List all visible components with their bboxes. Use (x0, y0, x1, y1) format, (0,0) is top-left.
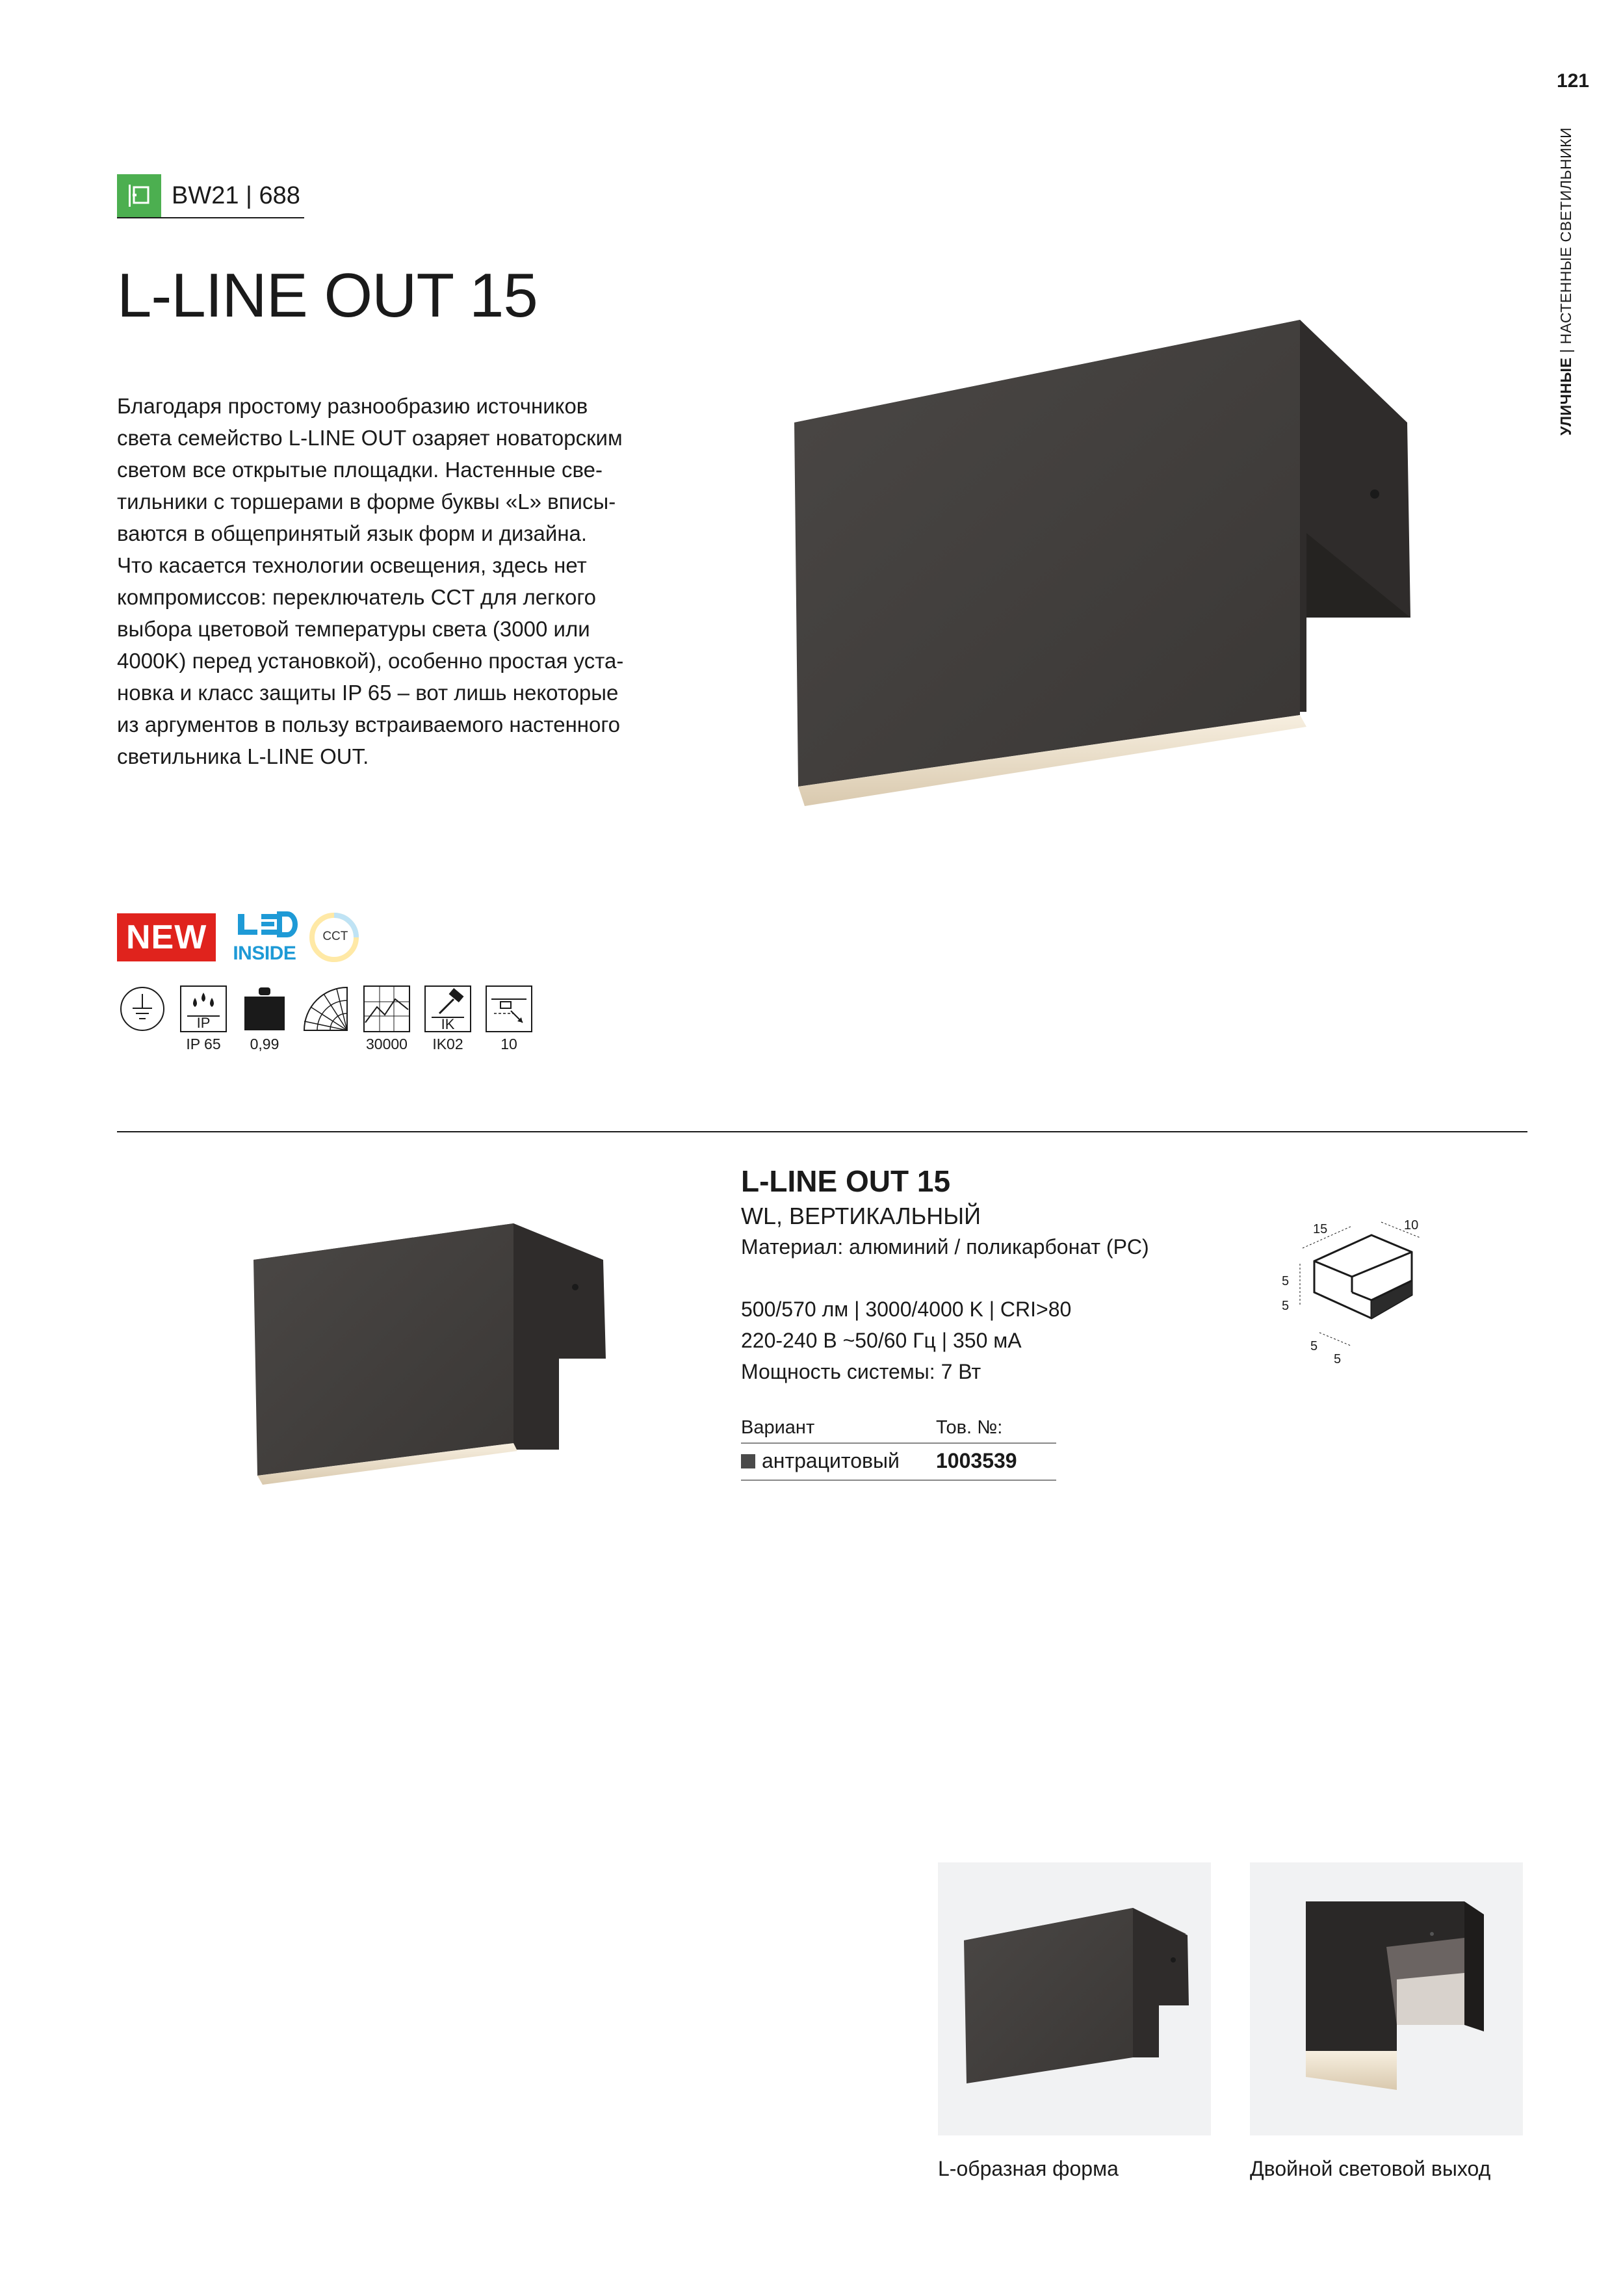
new-badge: NEW (117, 913, 216, 961)
ip-icon-label: IP (196, 1015, 211, 1031)
category-header (117, 174, 304, 218)
spec-impact-rating (422, 985, 473, 1054)
variant-color-cell (741, 1449, 936, 1473)
intro-line: выбора цветовой температуры света (3000 или (117, 617, 590, 641)
feature-badges (117, 910, 361, 965)
intro-line: Что касается технологии освещения, здесь нет (117, 553, 587, 577)
variant-color: антрацитовый (762, 1449, 900, 1472)
hero-product-image (786, 312, 1508, 845)
variant-code: 1003539 (936, 1449, 1017, 1472)
intro-line: светильника L-LINE OUT. (117, 744, 369, 768)
protection-class-icon (118, 985, 166, 1033)
page-number: 121 (1556, 70, 1589, 92)
variant-table-header (741, 1417, 1056, 1444)
category-code: BW21 | 688 (172, 181, 300, 209)
intro-text (117, 390, 689, 772)
cct-badge (307, 910, 361, 965)
table-row (741, 1444, 1056, 1481)
thumbnail-caption: L-образная форма (938, 2157, 1119, 2180)
led-inside-label: INSIDE (233, 943, 296, 964)
spec-value: IP 65 (186, 1036, 221, 1052)
header-code: Тов. №: (936, 1417, 1003, 1438)
mounting-distance-icon (485, 985, 533, 1033)
product-title: L-LINE OUT 15 (741, 1164, 951, 1198)
dim-left-1: 5 (1282, 1274, 1290, 1288)
wall-lamp-icon (117, 174, 161, 217)
spec-mounting-distance (484, 985, 534, 1054)
spec-value: IK02 (432, 1036, 463, 1052)
intro-line: света семейство L-LINE OUT озаряет новаторским (117, 426, 623, 450)
variant-table (741, 1417, 1056, 1481)
intro-line: ваются в общепринятый язык форм и дизайна. (117, 521, 588, 545)
spec-value: 30000 (366, 1036, 408, 1052)
intro-line: из аргументов в пользу встраиваемого настенного (117, 712, 621, 737)
spec-beam-angle (300, 985, 351, 1054)
ik-icon-label: IK (441, 1016, 455, 1032)
intro-line: 4000K) перед установкой), особенно простая уста- (117, 649, 624, 673)
section-divider (117, 1131, 1527, 1132)
thumbnail-l-shape (938, 1862, 1211, 2135)
weight-icon (240, 985, 289, 1033)
product-material: Материал: алюминий / поликарбонат (PC) (741, 1235, 1149, 1259)
intro-line: новка и класс защиты IP 65 – вот лишь некоторые (117, 681, 619, 705)
dimension-drawing (1274, 1209, 1443, 1378)
cct-label: CCT (322, 930, 348, 943)
section-label-rest: | НАСТЕННЫЕ СВЕТИЛЬНИКИ (1557, 127, 1574, 358)
led-inside-badge (233, 910, 298, 965)
spec-line: Мощность системы: 7 Вт (741, 1360, 981, 1383)
dim-top-right: 10 (1404, 1218, 1419, 1233)
spec-line: 500/570 лм | 3000/4000 K | CRI>80 (741, 1298, 1072, 1321)
product-image (247, 1209, 650, 1489)
dim-bottom-1: 5 (1310, 1339, 1318, 1353)
spec-weight (239, 985, 290, 1054)
dim-left-2: 5 (1282, 1299, 1290, 1313)
color-swatch (741, 1454, 755, 1468)
spec-line: 220-240 В ~50/60 Гц | 350 мА (741, 1329, 1022, 1352)
spec-icons-row (117, 985, 545, 1054)
product-specs (741, 1294, 1071, 1387)
dim-bottom-2: 5 (1334, 1352, 1342, 1366)
intro-line: компромиссов: переключатель CCT для легкого (117, 585, 597, 609)
thumbnail-caption: Двойной световой выход (1250, 2157, 1491, 2180)
spec-ip-rating (178, 985, 229, 1054)
intro-line: Благодаря простому разнообразию источников (117, 394, 588, 418)
thumbnail-dual-light (1250, 1862, 1523, 2135)
section-label-bold: УЛИЧНЫЕ (1557, 357, 1574, 436)
section-side-label (1557, 117, 1583, 436)
intro-line: тильники с торшерами в форме буквы «L» вписы- (117, 489, 616, 514)
beam-angle-icon (302, 985, 350, 1033)
spec-value: 10 (500, 1036, 517, 1052)
dim-top-left: 15 (1313, 1222, 1328, 1236)
intro-line: светом все открытые площадки. Настенные све- (117, 458, 603, 482)
spec-protection-class (117, 985, 168, 1054)
header-variant: Вариант (741, 1417, 815, 1438)
lifetime-icon (363, 985, 411, 1033)
spec-lifetime (361, 985, 412, 1054)
page-title: L-LINE OUT 15 (117, 261, 538, 330)
product-subtitle: WL, ВЕРТИКАЛЬНЫЙ (741, 1203, 981, 1229)
spec-value: 0,99 (250, 1036, 279, 1052)
